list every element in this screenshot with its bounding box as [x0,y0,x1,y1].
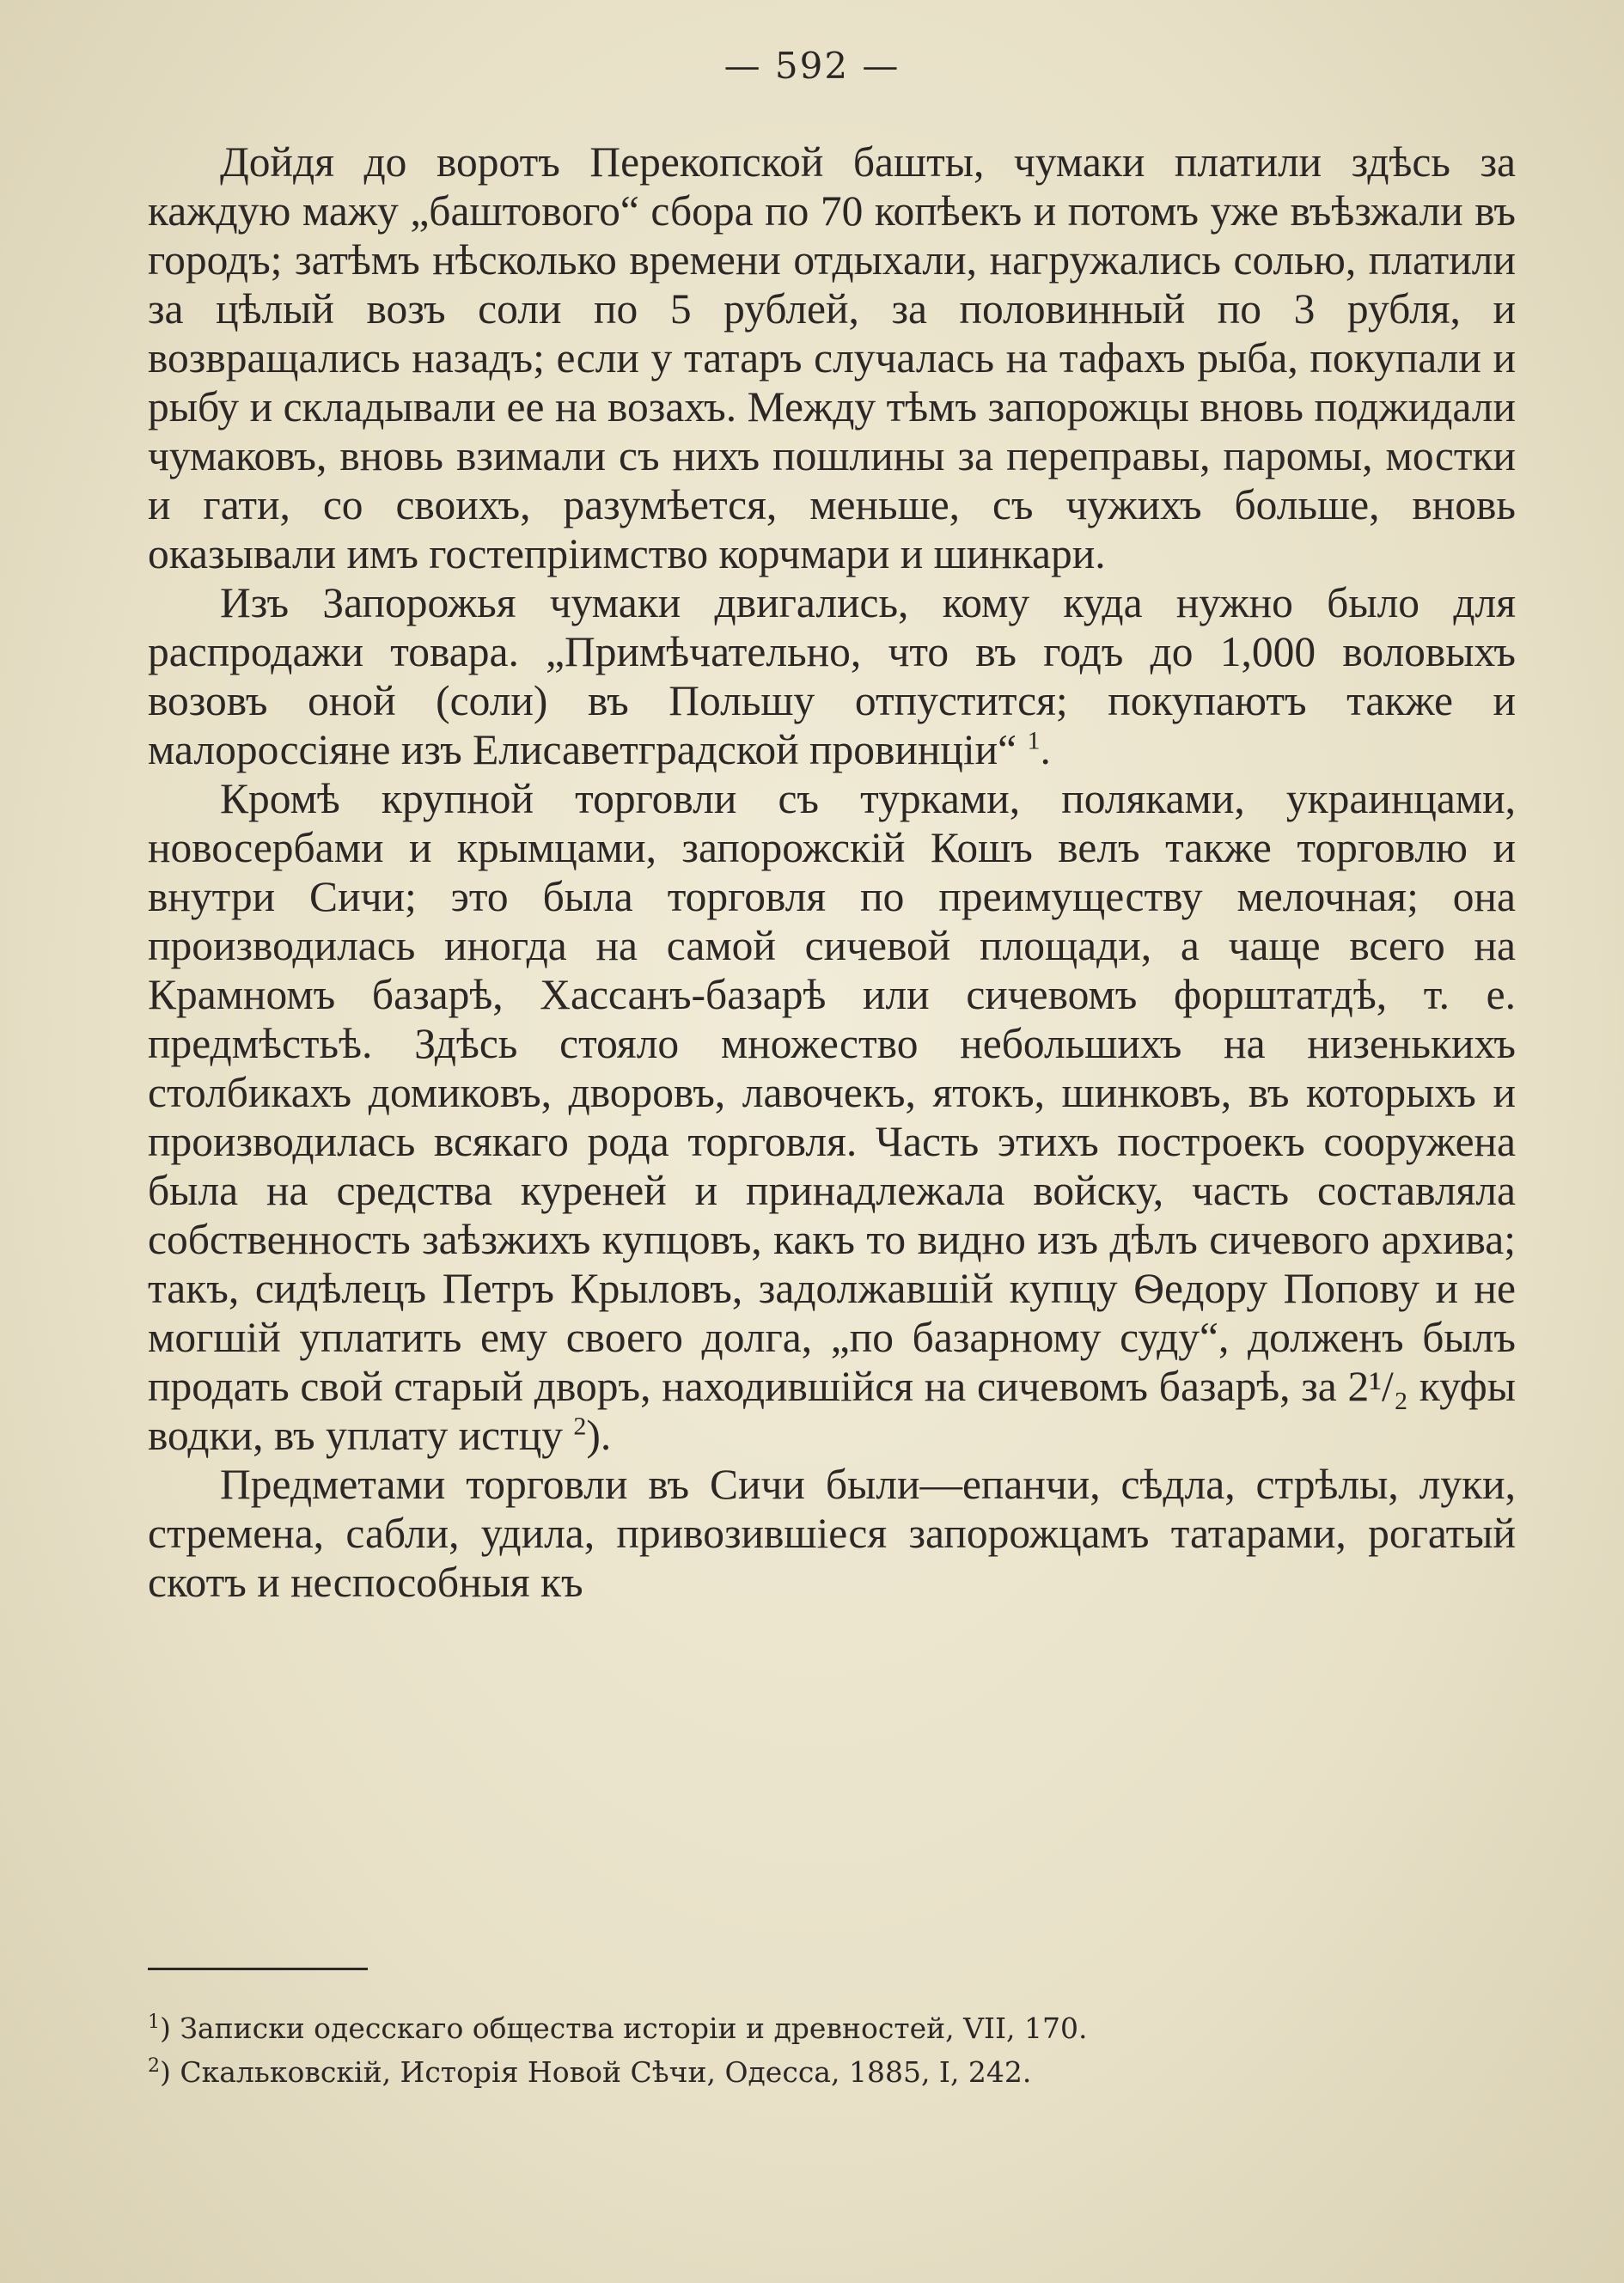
footnote-mark: 2 [148,2055,160,2077]
paragraph-text: Изъ Запорожья чумаки двигались, кому куда нужно было для распродажи товара. „Примѣчательно, что въ годъ до 1,000 воловыхъ возовъ оной (соли) въ Польшу отпустится; покупаютъ также и малороссіяне изъ Елисаветградской провинціи“ [148,579,1516,773]
paragraph [148,578,1516,774]
footnote-text: ) Скальковскій, Исторія Новой Сѣчи, Одесса, 1885, I, 242. [160,2055,1032,2089]
page-number: — 592 — [723,45,901,87]
footnote-item [148,2050,1516,2094]
footnote-text: ) Записки одесскаго общества исторіи и древностей, VII, 170. [160,2011,1088,2045]
paragraph-text: Предметами торговли въ Сичи были—епанчи, сѣдла, стрѣлы, луки, стремена, сабли, удила, привозившіеся запорожцамъ татарами, рогатый скотъ и неспособныя къ [148,1461,1516,1606]
footnotes [148,2006,1516,2094]
footnote-item [148,2006,1516,2050]
main-text [148,137,1516,1607]
footnote-ref: 2 [573,1412,587,1441]
paragraph [148,137,1516,578]
paragraph-text: Кромѣ крупной торговли съ турками, поляками, украинцами, новосербами и крымцами, запорожскій Кошъ велъ также торговлю и внутри Сичи; это была торговля по преимуществу мелочная; она производилась иногда на самой сичевой площади, а чаще всего на Крамномъ базарѣ, Хассанъ-базарѣ или сичевомъ форштатдѣ, т. е. предмѣстьѣ. Здѣсь стояло множество небольшихъ на низенькихъ столбикахъ домиковъ, дворовъ, лавочекъ, ятокъ, шинковъ, въ которыхъ и производилась всякаго рода торговля. Часть этихъ построекъ сооружена была на средства куреней и принадлежала войску, часть составляла собственность заѣзжихъ купцовъ, какъ то видно изъ дѣлъ сичевого архива; такъ, сидѣлецъ Петръ Крыловъ, задолжавшій купцу Ѳедору Попову и не могшій уплатить ему своего долга, „по базарному суду“, долженъ былъ продать свой старый дворъ, находившійся на сичевомъ базарѣ, за 2¹/₂ куфы водки, въ уплату истцу [148,775,1516,1459]
footnote-ref: 1 [1027,726,1041,755]
footnote-mark: 1 [148,2011,160,2033]
footnote-rule [148,1968,368,1970]
paragraph [148,1460,1516,1607]
paragraph [148,774,1516,1460]
paragraph-text: Дойдя до воротъ Перекопской башты, чумаки платили здѣсь за каждую мажу „баштового“ сбора по 70 копѣекъ и потомъ уже въѣзжали въ городъ; затѣмъ нѣсколько времени отдыхали, нагружались солью, платили за цѣлый возъ соли по 5 рублей, за половинный по 3 рубля, и возвращались назадъ; если у татаръ случалась на тафахъ рыба, покупали и рыбу и складывали ее на возахъ. Между тѣмъ запорожцы вновь поджидали чумаковъ, вновь взимали съ нихъ пошлины за переправы, паромы, мостки и гати, со своихъ, разумѣется, меньше, съ чужихъ больше, вновь оказывали имъ гостепріимство корчмари и шинкари. [148,138,1516,577]
paragraph-tail: ). [586,1412,612,1459]
paragraph-tail: . [1040,726,1051,773]
